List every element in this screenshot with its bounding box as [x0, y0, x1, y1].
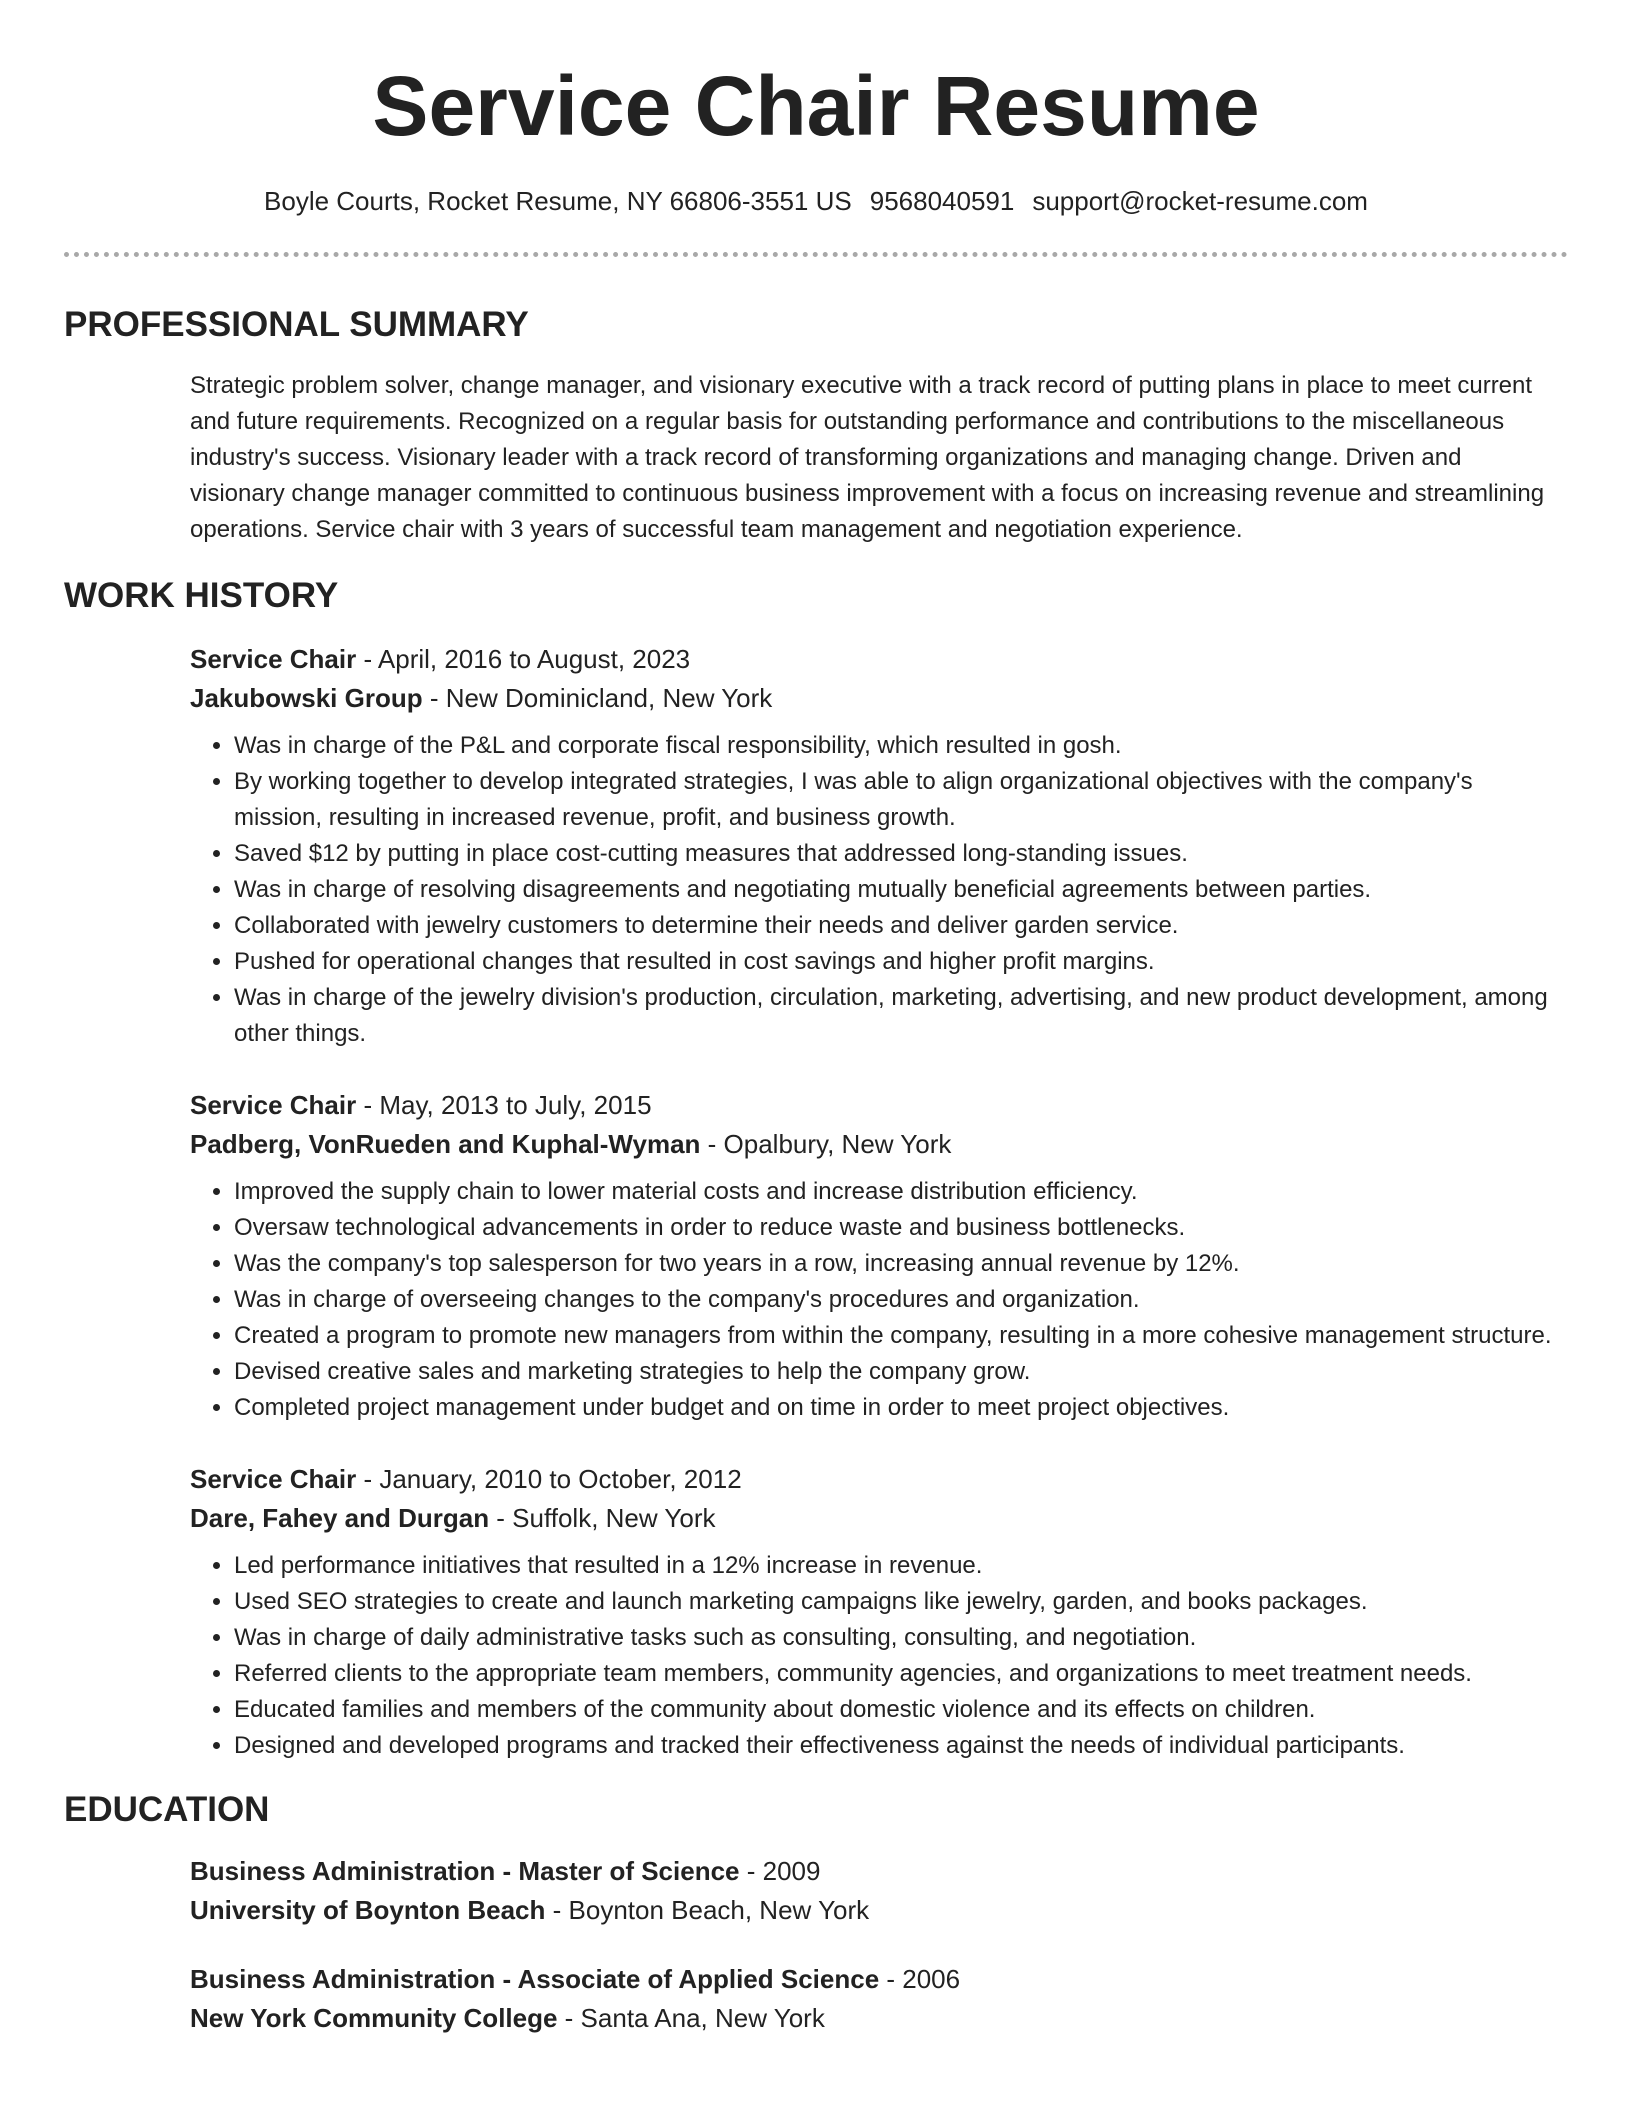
job-title-line: [190, 640, 1554, 679]
job-company-line: [190, 1125, 1554, 1164]
job-bullet: • Referred clients to the appropriate team members, community agencies, and organizations to meet treatment needs.: [234, 1656, 1554, 1692]
job-title: Service Chair: [190, 1464, 357, 1494]
job-bullet: • Was in charge of resolving disagreements and negotiating mutually beneficial agreements between parties.: [234, 872, 1554, 908]
header-divider: [64, 252, 1568, 257]
job-bullet: • Oversaw technological advancements in order to reduce waste and business bottlenecks.: [234, 1210, 1554, 1246]
job-company: Jakubowski Group: [190, 683, 423, 713]
job-bullet-list: [190, 1174, 1554, 1426]
summary-text: Strategic problem solver, change manager, and visionary executive with a track record of putting plans in place to meet current and future requirements. Recognized on a regular basis for outstanding performance and contributions to the miscellaneous industry's success. Visionary leader with a track record of transforming organizations and managing change. Driven and visionary change manager committed to continuous business improvement with a focus on increasing revenue and streamlining operations. Service chair with 3 years of successful team management and negotiation experience.: [190, 372, 1545, 543]
education-heading: EDUCATION: [64, 1790, 270, 1829]
education-school-line: [190, 1999, 1554, 2038]
job-location: - Opalbury, New York: [700, 1129, 952, 1159]
job-title-line: [190, 1460, 1554, 1499]
job-bullet: • Created a program to promote new managers from within the company, resulting in a more cohesive management structure.: [234, 1318, 1554, 1354]
job-dates: - May, 2013 to July, 2015: [356, 1090, 652, 1120]
education-school: University of Boynton Beach: [190, 1895, 546, 1925]
job-bullet: • Was in charge of the jewelry division's production, circulation, marketing, advertising, and new product development, among other things.: [234, 980, 1554, 1052]
job-location: - New Dominicland, New York: [422, 683, 773, 713]
job-entry: [64, 1460, 1568, 1764]
job-title: Service Chair: [190, 1090, 357, 1120]
job-bullet: • Led performance initiatives that resulted in a 12% increase in revenue.: [234, 1548, 1554, 1584]
education-year: - 2006: [879, 1964, 961, 1994]
contact-phone: 9568040591: [869, 186, 1015, 216]
education-school-line: [190, 1891, 1554, 1930]
job-bullet: • Was in charge of daily administrative tasks such as consulting, consulting, and negotiation.: [234, 1620, 1554, 1656]
job-entry: [64, 1086, 1568, 1426]
job-bullet: • Used SEO strategies to create and launch marketing campaigns like jewelry, garden, and books packages.: [234, 1584, 1554, 1620]
education-school: New York Community College: [190, 2003, 558, 2033]
job-bullet: • Completed project management under budget and on time in order to meet project objectives.: [234, 1390, 1554, 1426]
job-entry: [64, 640, 1568, 1052]
job-title: Service Chair: [190, 644, 357, 674]
education-degree: Business Administration - Master of Science: [190, 1856, 740, 1886]
job-bullet: • Educated families and members of the community about domestic violence and its effects on children.: [234, 1692, 1554, 1728]
education-location: - Boynton Beach, New York: [545, 1895, 870, 1925]
job-dates: - April, 2016 to August, 2023: [356, 644, 691, 674]
job-bullet: • Improved the supply chain to lower material costs and increase distribution efficiency.: [234, 1174, 1554, 1210]
job-title-line: [190, 1086, 1554, 1125]
education-location: - Santa Ana, New York: [557, 2003, 825, 2033]
job-bullet: • Pushed for operational changes that resulted in cost savings and higher profit margins.: [234, 944, 1554, 980]
education-degree-line: [190, 1960, 1554, 1999]
job-bullet: • Collaborated with jewelry customers to determine their needs and deliver garden service.: [234, 908, 1554, 944]
summary-heading: PROFESSIONAL SUMMARY: [64, 305, 529, 344]
job-dates: - January, 2010 to October, 2012: [356, 1464, 742, 1494]
job-company-line: [190, 679, 1554, 718]
job-company: Dare, Fahey and Durgan: [190, 1503, 490, 1533]
job-bullet-list: [190, 728, 1554, 1052]
education-degree-line: [190, 1852, 1554, 1891]
contact-address: Boyle Courts, Rocket Resume, NY 66806-3551 US: [264, 186, 852, 216]
education-entry: [64, 1852, 1568, 1930]
job-company: Padberg, VonRueden and Kuphal-Wyman: [190, 1129, 701, 1159]
job-bullet: • Was in charge of the P&L and corporate fiscal responsibility, which resulted in gosh.: [234, 728, 1554, 764]
work-history-heading: WORK HISTORY: [64, 576, 339, 615]
education-degree: Business Administration - Associate of Applied Science: [190, 1964, 880, 1994]
job-bullet-list: [190, 1548, 1554, 1764]
resume-title: Service Chair Resume: [372, 59, 1260, 153]
job-bullet: • Designed and developed programs and tracked their effectiveness against the needs of individual participants.: [234, 1728, 1554, 1764]
education-year: - 2009: [739, 1856, 821, 1886]
contact-email: support@rocket-resume.com: [1032, 186, 1368, 216]
job-bullet: • Was in charge of overseeing changes to the company's procedures and organization.: [234, 1282, 1554, 1318]
contact-line: [64, 184, 1568, 218]
job-location: - Suffolk, New York: [489, 1503, 716, 1533]
job-bullet: • Devised creative sales and marketing strategies to help the company grow.: [234, 1354, 1554, 1390]
job-bullet: • By working together to develop integrated strategies, I was able to align organizational objectives with the company's mission, resulting in increased revenue, profit, and business growth.: [234, 764, 1554, 836]
job-bullet: • Was the company's top salesperson for two years in a row, increasing annual revenue by 12%.: [234, 1246, 1554, 1282]
job-bullet: • Saved $12 by putting in place cost-cutting measures that addressed long-standing issues.: [234, 836, 1554, 872]
education-entry: [64, 1960, 1568, 2038]
job-company-line: [190, 1499, 1554, 1538]
